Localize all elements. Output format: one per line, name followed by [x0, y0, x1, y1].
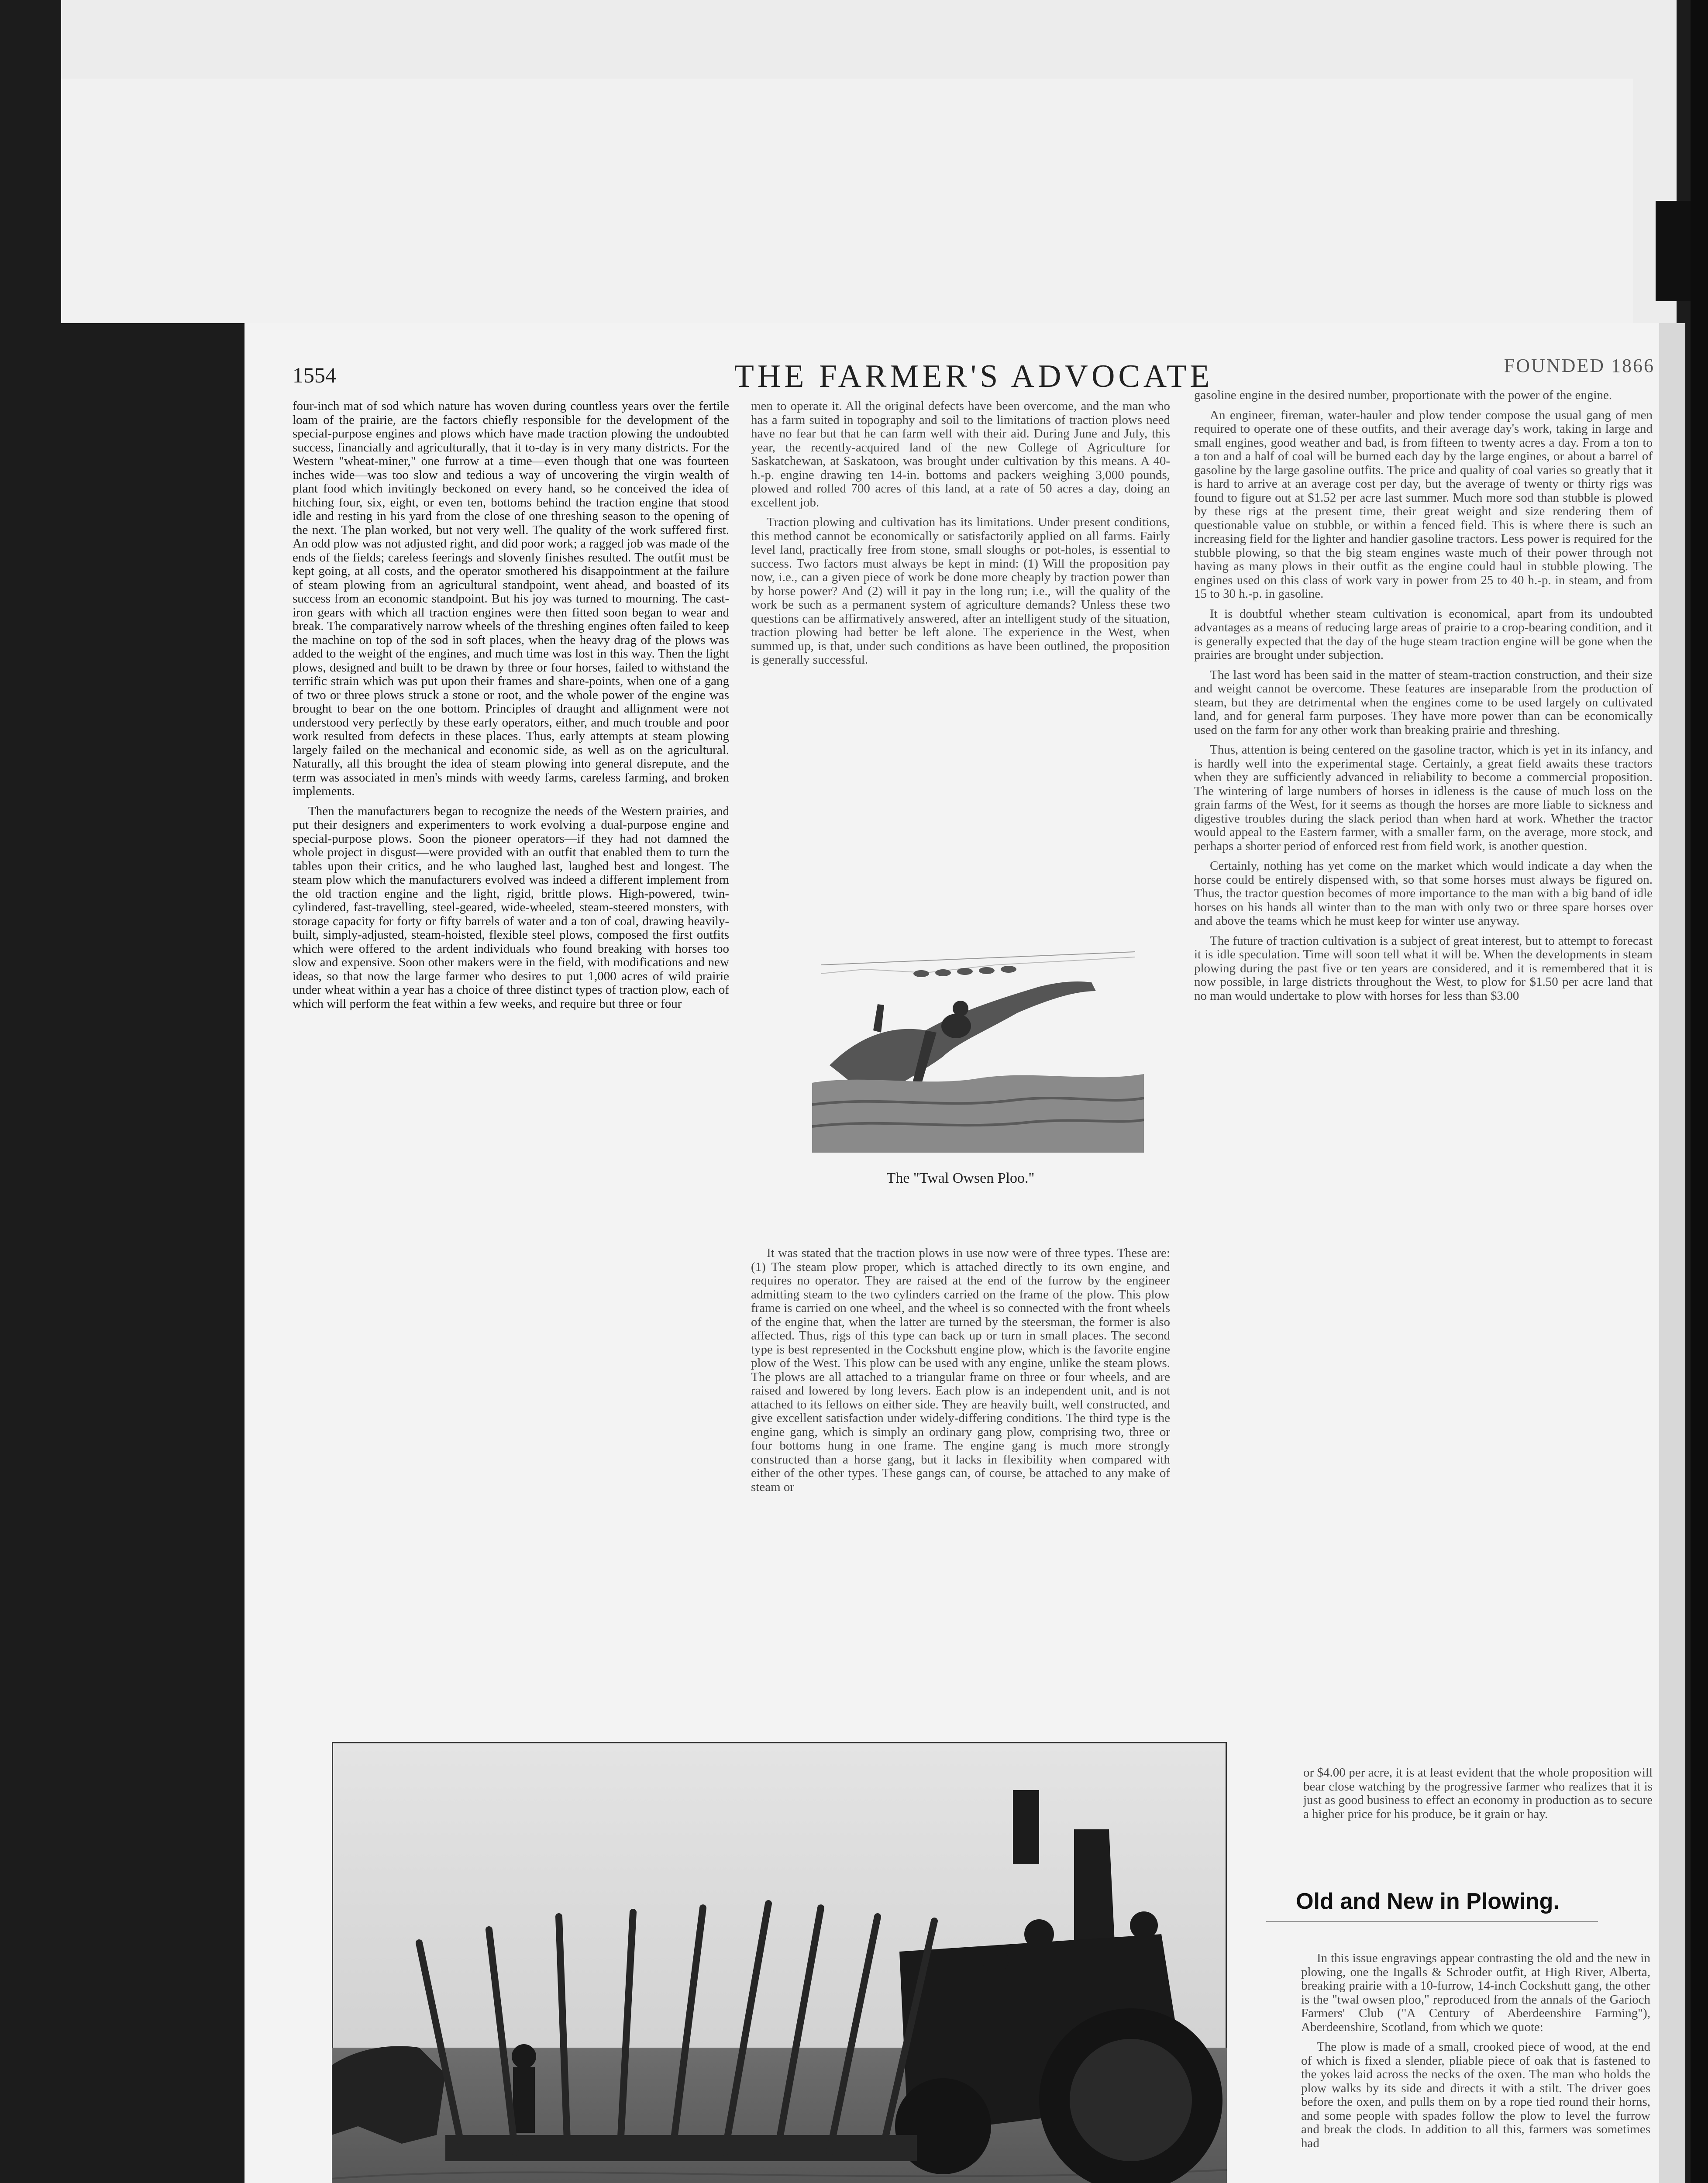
article-paragraph: It was stated that the traction plows in use now were of three types. These are: (1) The steam plow proper, which is attached directly to its own engine, and requires no operator. They are raised at the end of the furrow by the engineer admitting steam to the two cylinders carried on the frame of the plow. This plow frame is carried on one wheel, and the wheel is so connected with the front wheels of the engine that, when the latter are turned by the steersman, the former is also affected. Thus, rigs of this type can back up or turn in small places. The second type is best represented in the Cockshutt engine plow, which is the favorite engine plow of the West. This plow can be used with any engine, unlike the steam plows. The plows are all attached to a triangular frame on three or four wheels, and are raised and lowered by long levers. Each plow is an independent unit, and is not attached to its fellows on either side. They are heavily built, well constructed, and give excellent satisfaction under widely-differing conditions. The third type is the engine gang, which is simply an ordinary gang plow, comprising two, three or four bottoms hung in one frame. The engine gang is much more strongly constructed than a horse gang, but it lacks in flexibility when compared with either of the other types. These gangs can, of course, be attached to any make of steam or	[751, 1246, 1170, 1494]
previous-page-edge	[61, 79, 1633, 323]
article-paragraph: Certainly, nothing has yet come on the market which would indicate a day when the horse could be entirely dispensed with, so that some horses must always be figured on. Thus, the tractor question becomes of more importance to the man with a big band of idle horses on his hands all winter than to the man with only two or three spare horses over and above the teams which he must keep for winter use anyway.	[1194, 859, 1653, 928]
twal-owsen-ploo-engraving	[812, 899, 1144, 1153]
article-paragraph: four-inch mat of sod which nature has woven during countless years over the fertile loam of the prairie, are the factors chiefly responsible for the development of the special-purpose engines and plows which have made traction plowing the undoubted success, financially and agriculturally, that it to-day is in very many districts. For the Western "wheat-miner," one furrow at a time—even though that one was fourteen inches wide—was too slow and tedious a way of uncovering the virgin wealth of plant food which invitingly beckoned on every hand, so he conceived the idea of hitching four, six, eight, or even ten, bottoms behind the traction engine that stood idle and resting in his yard from the close of one threshing season to the opening of the next. The plan worked, but not very well. The quality of the work suffered first. An odd plow was not adjusted right, and did poor work; a ragged job was made of the ends of the fields; careless feerings and slovenly finishes resulted. The outfit must be kept going, at all costs, and the operator smothered his disappointment at the failure of steam plowing from an agricultural standpoint, went ahead, and boasted of its success from an economic standpoint. But his joy was turned to mourning. The cast-iron gears with which all traction engines were then fitted soon began to wear and break. The comparatively narrow wheels of the threshing engines often failed to keep the machine on top of the sod in soft places, when the heavy drag of the plows was added to the weight of the engines, and much time was lost in this way. Then the light plows, designed and built to be drawn by three or four horses, failed to withstand the terrific strain which was put upon their frames and share-points, when one of a gang of two or three plows struck a stone or root, and the whole power of the engine was brought to bear on the one bottom. Principles of draught and allignment were not understood very perfectly by these early operators, either, and much trouble and poor work resulted from defects in these places. Thus, early attempts at steam plowing largely failed on the mechanical and economic side, as well as on the agricultural. Naturally, all this brought the idea of steam plowing into general disrepute, and the term was associated in men's minds with weedy farms, careless farming, and broken implements.	[293, 399, 729, 798]
article-paragraph: Traction plowing and cultivation has its limitations. Under present conditions, this method cannot be economically or satisfactorily applied on all farms. Fairly level land, practically free from stone, small sloughs or pot-holes, is essential to success. Two factors must always be kept in mind: (1) Will the proposition pay now, i.e., can a given piece of work be done more cheaply by traction power than by horse power? And (2) will it pay in the long run; i.e., will the quality of the work be such as a permanent system of agriculture demands? Unless these two questions can be affirmatively answered, after an intelligent study of the situation, traction plowing had better be left alone. The experience in the West, when summed up, is that, under such conditions as have been outlined, the proposition is generally successful.	[751, 515, 1170, 667]
plowing-article	[1301, 1952, 1650, 2156]
article-column-2	[751, 399, 1170, 673]
newspaper-page	[244, 323, 1659, 2183]
steam-plowing-photograph	[332, 1742, 1227, 2183]
article-paragraph: An engineer, fireman, water-hauler and plow tender compose the usual gang of men required to operate one of these outfits, and their average day's work, taking in large and small engines, good weather and bad, is from fifteen to twenty acres a day. From a ton to a ton and a half of coal will be burned each day by the large engines, or about a barrel of gasoline by the large gasoline outfits. The price and quality of coal varies so greatly that it is hard to arrive at an average cost per day, but the average of twenty or thirty rigs was found to figure out at $1.52 per acre last summer. Much more sod than stubble is plowed by these rigs at the present time, their great weight and size rendering them of questionable value on stubble, or within a fenced field. This is where there is such an increasing field for the lighter and handier gasoline tractors. Less power is required for the stubble plowing, so that the big steam engines waste much of their power through not having as many plows in their outfit as the engine could haul in stubble plowing. The engines used on this class of work vary in power from 25 to 40 h.-p. in steam, and from 15 to 30 h.-p. in gasoline.	[1194, 408, 1653, 601]
masthead-title: THE FARMER'S ADVOCATE	[734, 358, 1213, 394]
article-paragraph: or $4.00 per acre, it is at least evident that the whole proposition will bear close watching by the progressive farmer who realizes that it is just as good business to effect an economy in production as to secure a higher price for his produce, be it grain or hay.	[1303, 1766, 1653, 1821]
scan-border-right	[1691, 0, 1708, 2183]
article-paragraph: The future of traction cultivation is a subject of great interest, but to attempt to forecast it is idle speculation. Time will soon tell what it will be. When the developments in steam plowing during the past five or ten years are considered, and it is remembered that it is now possible, in large districts throughout the West, to plow for $1.50 per acre land that no man would undertake to plow with horses for less than $3.00	[1194, 933, 1653, 1003]
article-paragraph: Then the manufacturers began to recognize the needs of the Western prairies, and put their designers and experimenters to work evolving a dual-purpose engine and special-purpose plows. Soon the pioneer operators—if they had not damned the whole project in disgust—were provided with an outfit that enabled them to turn the tables upon their critics, and he who laughed last, laughed best and longest. The steam plow which the manufacturers evolved was indeed a different implement from the old traction engine and the light, rigid, brittle plows. High-powered, twin-cylindered, fast-travelling, steel-geared, wide-wheeled, steam-steered monsters, with storage capacity for forty or fifty barrels of water and a ton of coal, drawing heavily-built, simply-adjusted, steam-hoisted, flexible steel plows, composed the first outfits which were offered to the ardent individuals who found breaking with horses too slow and expensive. Soon other makers were in the field, with modifications and new ideas, so that now the large farmer who desires to put 1,000 acres of wild prairie under wheat within a year has a choice of three distinct types of traction plow, each of which will perform the feat within a few weeks, and require but three or four	[293, 804, 729, 1011]
figure-caption: The "Twal Owsen Ploo."	[886, 1170, 1035, 1186]
section-heading: Old and New in Plowing.	[1296, 1889, 1560, 1914]
article-paragraph: The last word has been said in the matter of steam-traction construction, and their size and weight cannot be overcome. These features are inseparable from the production of steam, but they are detrimental when the engines come to be used largely on cultivated land, and for general farm purposes. They have more power than can be economically used on the farm for any other work than breaking prairie and threshing.	[1194, 668, 1653, 737]
article-paragraph: gasoline engine in the desired number, proportionate with the power of the engine.	[1194, 388, 1612, 402]
article-paragraph: It is doubtful whether steam cultivation is economical, apart from its undoubted advantages as a means of reducing large areas of prairie to a crop-bearing condition, and it is generally expected that the day of the huge steam traction engine will be gone when the prairies are brought under subjection.	[1194, 606, 1653, 662]
founded-label: FOUNDED 1866	[1504, 355, 1655, 376]
article-column-1	[293, 399, 729, 1017]
heading-divider	[1266, 1921, 1598, 1922]
article-paragraph: The plow is made of a small, crooked piece of wood, at the end of which is fixed a slender, pliable piece of oak that is fastened to the yokes laid across the necks of the oxen. The man who holds the plow walks by its side and directs it with a stilt. The driver goes before the oxen, and pulls them on by a rope tied round their horns, and some people with spades follow the plow to level the furrow and break the clods. In addition to all this, farmers was sometimes had	[1301, 2040, 1650, 2150]
page-number: 1554	[293, 363, 336, 387]
page-edge-shadow	[1659, 323, 1685, 2183]
article-column-2-continued	[751, 1246, 1170, 1500]
article-column-3	[1194, 389, 1653, 1009]
article-paragraph: Thus, attention is being centered on the gasoline tractor, which is yet in its infancy, and is hardly well into the experimental stage. Certainly, a great field awaits these tractors when they are sufficiently advanced in reliability to become a commercial proposition. The wintering of large numbers of horses in idleness is the cause of much loss on the grain farms of the West, for it seems as though the horses are more liable to sickness and digestive troubles during the slack period than when hard at work. Whether the tractor would appeal to the Eastern farmer, with a smaller farm, on the average, more stock, and perhaps a shorter period of enforced rest from field work, is another question.	[1194, 743, 1653, 853]
article-column-3-continued	[1194, 1766, 1653, 1827]
article-paragraph: In this issue engravings appear contrasting the old and the new in plowing, one the Ingalls & Schroder outfit, at High River, Alberta, breaking prairie with a 10-furrow, 14-inch Cockshutt gang, the other is the "twal owsen ploo," reproduced from the annals of the Garioch Farmers' Club ("A Century of Aberdeenshire Farming"), Aberdeenshire, Scotland, from which we quote:	[1301, 1951, 1650, 2034]
binding-mark	[1656, 201, 1691, 301]
article-paragraph: men to operate it. All the original defects have been overcome, and the man who has a farm suited in topography and soil to the limitations of traction plows need have no fear but that he can farm well with their aid. During June and July, this year, the recently-acquired land of the new College of Agriculture for Saskatchewan, at Saskatoon, was brought under cultivation by this means. A 40-h.-p. engine drawing ten 14-in. bottoms and packers weighing 3,000 pounds, plowed and rolled 700 acres of this land, at a rate of 50 acres a day, doing an excellent job.	[751, 399, 1170, 510]
